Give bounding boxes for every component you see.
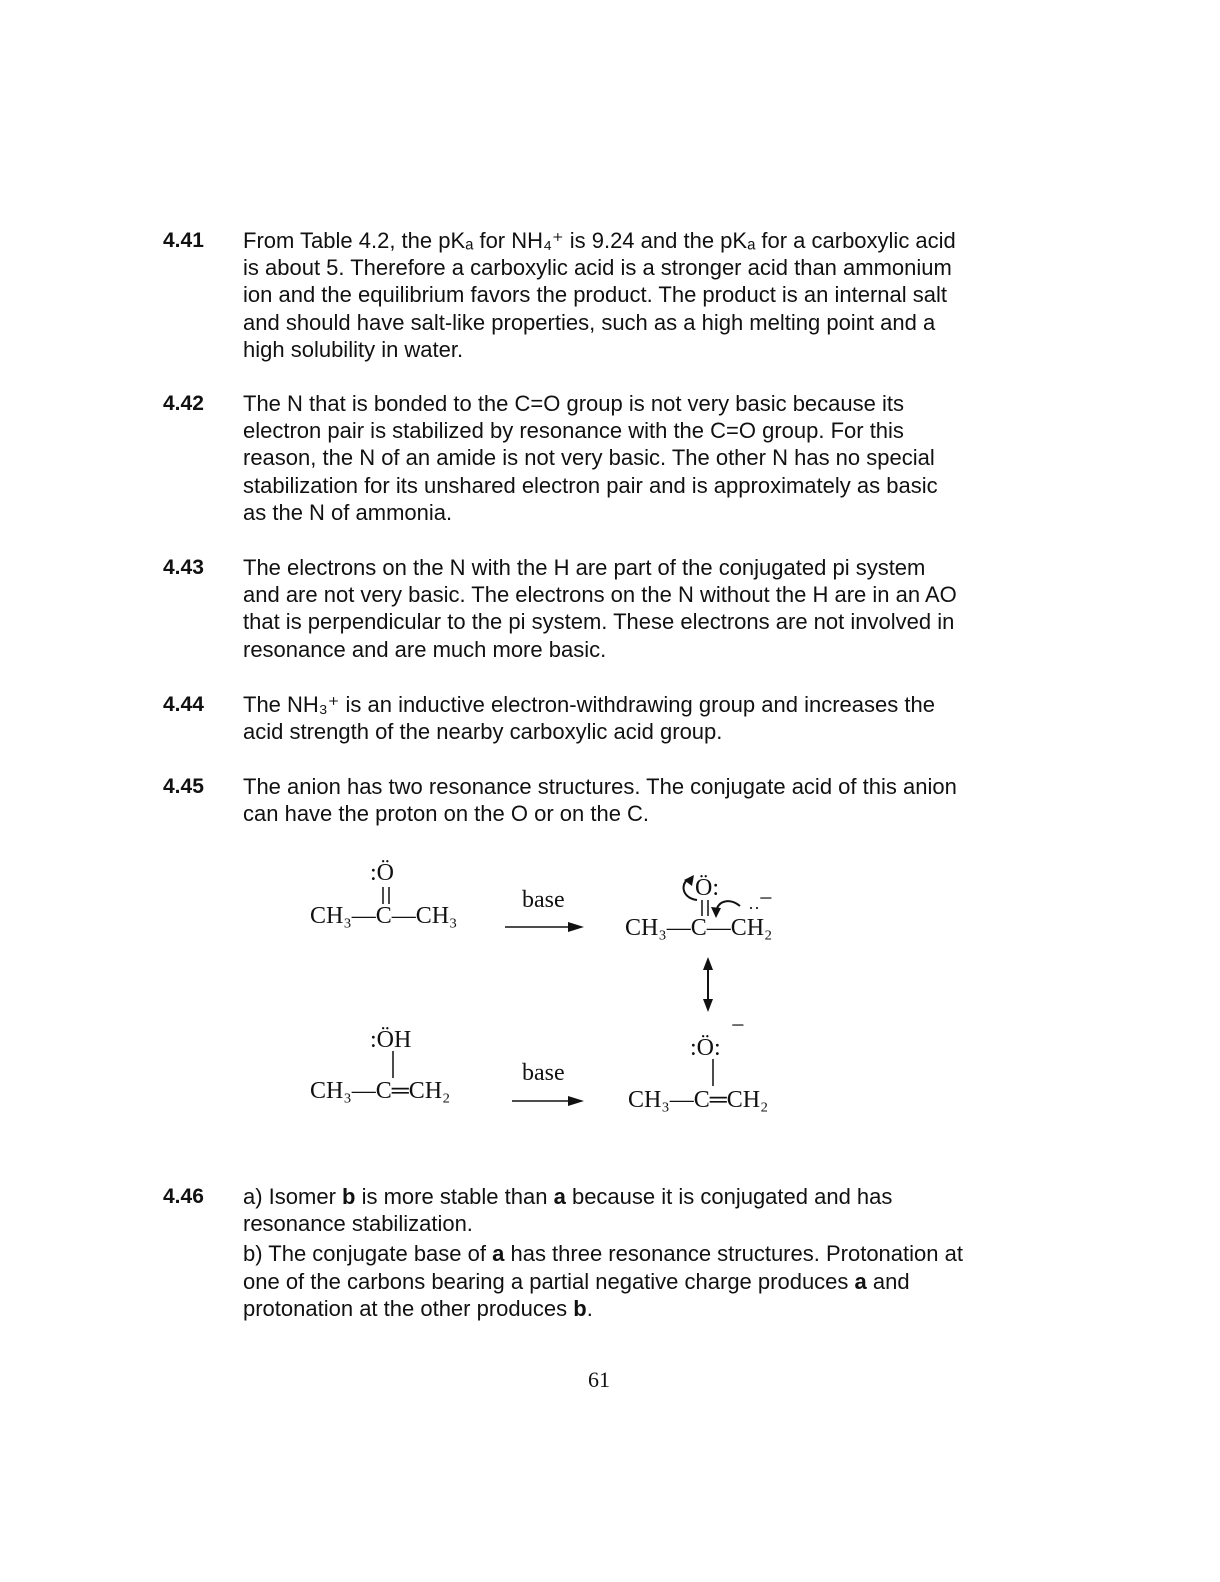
text: has three resonance structures. Protonation at	[504, 1241, 963, 1267]
text: one of the carbons bearing a partial negative charge produces	[243, 1268, 855, 1294]
text-line: high solubility in water.	[243, 336, 464, 362]
text-line: resonance stabilization.	[243, 1211, 473, 1237]
text-line: and should have salt-like properties, such as a high melting point and a	[243, 309, 936, 335]
text: and	[866, 1268, 910, 1294]
text-line: reason, the N of an amide is not very basic. The other N has no special	[243, 445, 935, 471]
acetone-oxygen: :Ö	[370, 860, 394, 886]
text-line: acid strength of the nearby carboxylic acid group.	[243, 719, 723, 745]
problem-number: 4.42	[163, 392, 204, 415]
enolate-oxygen: Ö:	[695, 875, 719, 901]
text: .	[586, 1295, 593, 1321]
acetone-formula: CH₃—C—CH₃	[310, 903, 458, 929]
arrow-head	[568, 1096, 584, 1106]
enol-oxygen: :ÖH	[370, 1027, 412, 1053]
reagent-label: base	[522, 1060, 565, 1086]
problem-number: 4.45	[163, 775, 204, 798]
text-line	[243, 1295, 963, 1322]
text-line	[243, 1268, 963, 1295]
text-line: as the N of ammonia.	[243, 499, 453, 525]
arrow-head	[568, 922, 584, 932]
text-line: The NH₃⁺ is an inductive electron-withdrawing group and increases the	[243, 692, 935, 717]
lone-pair: ··	[748, 898, 760, 918]
text-line: resonance and are much more basic.	[243, 636, 607, 662]
text-line: can have the proton on the O or on the C.	[243, 801, 650, 827]
negative-charge: −	[759, 886, 773, 912]
text: a) Isomer	[243, 1184, 343, 1209]
enolate-formula: CH₃—C—CH₂	[625, 915, 773, 941]
arrow-head	[703, 999, 713, 1012]
arrow-head	[703, 957, 713, 970]
text-line: electron pair is stabilized by resonance with the C=O group. For this	[243, 418, 904, 444]
bold-text: b	[573, 1295, 587, 1321]
problem-number: 4.46	[163, 1185, 204, 1208]
bold-text: a	[492, 1241, 505, 1267]
bold-text: a	[854, 1268, 867, 1294]
text-line: ion and the equilibrium favors the product. The product is an internal salt	[243, 282, 947, 308]
arrow-head	[684, 875, 694, 886]
bold-text: a	[553, 1184, 566, 1209]
text-line: From Table 4.2, the pKₐ for NH₄⁺ is 9.24 and the pKₐ for a carboxylic acid	[243, 228, 956, 253]
negative-charge: −	[731, 1013, 745, 1039]
text: because it is conjugated and has	[565, 1184, 893, 1209]
text-line: The anion has two resonance structures. The conjugate acid of this anion	[243, 774, 957, 799]
text-line: The N that is bonded to the C=O group is not very basic because its	[243, 391, 904, 416]
problem-number: 4.41	[163, 229, 204, 252]
text-line: that is perpendicular to the pi system. These electrons are not involved in	[243, 609, 955, 635]
problem-text	[243, 1183, 963, 1322]
page-number: 61	[588, 1367, 610, 1392]
text-line: and are not very basic. The electrons on the N without the H are in an AO	[243, 582, 957, 608]
enol-formula: CH₃—C═CH₂	[310, 1078, 451, 1104]
problem-number: 4.43	[163, 556, 204, 579]
bold-text: b	[342, 1184, 356, 1209]
text-line: is about 5. Therefore a carboxylic acid is a stronger acid than ammonium	[243, 255, 952, 281]
problem-number: 4.44	[163, 693, 204, 716]
text-line: stabilization for its unshared electron pair and is approximately as basic	[243, 472, 938, 498]
text-line	[243, 1183, 963, 1210]
text: is more stable than	[355, 1184, 554, 1209]
reagent-label: base	[522, 887, 565, 913]
enolate-formula: CH₃—C═CH₂	[628, 1087, 769, 1113]
text: protonation at the other produces	[243, 1295, 574, 1321]
text: b) The conjugate base of	[243, 1241, 493, 1267]
enolate-oxygen: :Ö:	[690, 1035, 721, 1061]
text-line: The electrons on the N with the H are part of the conjugated pi system	[243, 555, 926, 580]
text-line	[243, 1240, 963, 1267]
